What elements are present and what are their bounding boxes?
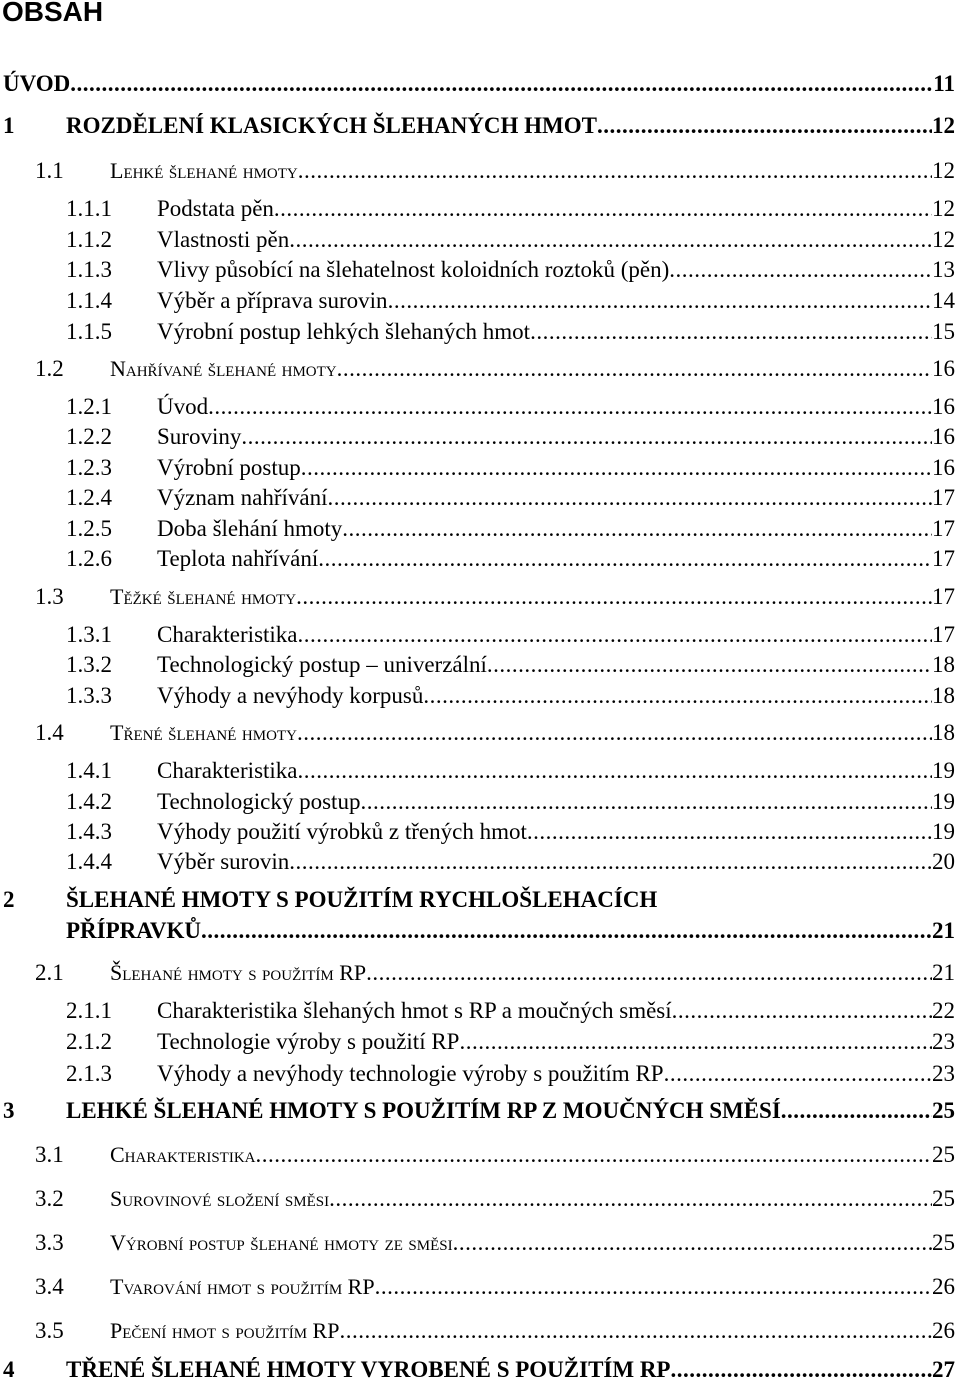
toc-label: Šlehané hmoty s použitím RP (110, 960, 367, 985)
toc-row (110, 1272, 955, 1302)
toc-page-number: 12 (932, 227, 955, 252)
toc-page-number: 25 (932, 1098, 955, 1123)
toc-entry-3-5[interactable] (0, 1316, 958, 1348)
toc-label: Těžké šlehané hmoty (110, 584, 297, 609)
toc-entry-1-4-3[interactable] (0, 817, 958, 849)
toc-number: 1.1 (35, 158, 64, 183)
toc-label: Výhody použití výrobků z třených hmot (157, 819, 527, 844)
toc-page-number: 20 (932, 849, 955, 874)
toc-leader-dots (453, 1228, 932, 1258)
toc-label: Nahřívané šlehané hmoty (110, 356, 337, 381)
toc-label: Vlivy působící na šlehatelnost koloidních roztoků (pěn) (157, 257, 670, 282)
toc-entry-3-3[interactable] (0, 1228, 958, 1260)
toc-number: 1.2.3 (66, 455, 112, 480)
toc-number: 1.4.3 (66, 819, 112, 844)
toc-row (157, 194, 955, 224)
toc-entry-1-4-4[interactable] (0, 847, 958, 879)
toc-number: 1.1.3 (66, 257, 112, 282)
toc-leader-dots (201, 916, 932, 946)
toc-page-number: 17 (932, 546, 955, 571)
toc-number: 1.2.6 (66, 546, 112, 571)
toc-entry-1-1-4[interactable] (0, 286, 958, 318)
toc-leader-dots (459, 1027, 932, 1057)
toc-number: 3.2 (35, 1186, 64, 1211)
toc-label: Tvarování hmot s použitím RP (110, 1274, 375, 1299)
toc-label: Vlastnosti pěn (157, 227, 290, 252)
toc-page-number: 25 (932, 1230, 955, 1255)
toc-leader-dots (360, 787, 932, 817)
toc-leader-dots (366, 958, 932, 988)
toc-number: 1.3 (35, 584, 64, 609)
toc-leader-dots (289, 225, 932, 255)
toc-number: 1.2 (35, 356, 64, 381)
toc-label: Výhody a nevýhody technologie výroby s použitím RP (157, 1061, 664, 1086)
toc-entry-3-1[interactable] (0, 1140, 958, 1172)
toc-number: 3.3 (35, 1230, 64, 1255)
toc-leader-dots (328, 483, 932, 513)
toc-label: Lehké šlehané hmoty (110, 158, 298, 183)
toc-label: Výběr surovin (157, 849, 290, 874)
toc-row (157, 847, 955, 877)
toc-row (157, 255, 955, 285)
toc-leader-dots (530, 317, 932, 347)
toc-label: Charakteristika (157, 622, 298, 647)
toc-entry-chapter-4[interactable] (0, 1355, 958, 1387)
toc-number: 3.1 (35, 1142, 64, 1167)
toc-leader-dots (296, 582, 932, 612)
toc-number: 1.4.1 (66, 758, 112, 783)
toc-entry-1-2[interactable] (0, 354, 958, 386)
toc-number: 1.1.5 (66, 319, 112, 344)
toc-page-number: 23 (932, 1029, 955, 1054)
toc-leader-dots (256, 1140, 933, 1170)
toc-row (157, 453, 955, 483)
toc-row (157, 286, 955, 316)
toc-leader-dots (241, 422, 932, 452)
toc-leader-dots (301, 453, 932, 483)
toc-page-number: 25 (932, 1186, 955, 1211)
toc-page-number: 12 (932, 113, 955, 138)
toc-label: LEHKÉ ŠLEHANÉ HMOTY S POUŽITÍM RP Z MOUČNÝCH SMĚSÍ (66, 1098, 781, 1123)
toc-page-number: 17 (932, 516, 955, 541)
toc-row (157, 392, 955, 422)
toc-row (110, 1140, 955, 1170)
toc-label: Charakteristika šlehaných hmot s RP a moučných směsí (157, 998, 672, 1023)
toc-entry-1-3-3[interactable] (0, 681, 958, 713)
toc-page-number: 23 (932, 1061, 955, 1086)
toc-label: Technologický postup – univerzální (157, 652, 487, 677)
toc-label: Výrobní postup lehkých šlehaných hmot (157, 319, 531, 344)
toc-number: 3 (3, 1098, 15, 1123)
toc-page-number: 22 (932, 998, 955, 1023)
toc-number: 1.3.1 (66, 622, 112, 647)
toc-row (110, 1316, 955, 1346)
toc-entry-chapter-2[interactable] (0, 885, 958, 949)
toc-label: ROZDĚLENÍ KLASICKÝCH ŠLEHANÝCH HMOT (66, 113, 597, 138)
toc-row (66, 1355, 955, 1385)
toc-label: Výrobní postup (157, 455, 301, 480)
toc-number: 1.3.2 (66, 652, 112, 677)
toc-leader-dots (672, 996, 932, 1026)
toc-entry-1-1-5[interactable] (0, 317, 958, 349)
toc-label: Technologie výroby s použití RP (157, 1029, 460, 1054)
toc-leader-dots (289, 847, 932, 877)
toc-number: 1.1.1 (66, 196, 112, 221)
toc-leader-dots (669, 255, 932, 285)
toc-number: 1.4.2 (66, 789, 112, 814)
toc-entry-2-1-1[interactable] (0, 996, 958, 1028)
toc-row (157, 1059, 955, 1089)
toc-entry-1-2-3[interactable] (0, 453, 958, 485)
toc-number: 1.2.5 (66, 516, 112, 541)
toc-label: Doba šlehání hmoty (157, 516, 343, 541)
toc-entry-1-4[interactable] (0, 718, 958, 750)
toc-number: 3.5 (35, 1318, 64, 1343)
toc-leader-dots (781, 1096, 932, 1126)
toc-leader-dots (342, 514, 932, 544)
toc-label: Výběr a příprava surovin (157, 288, 388, 313)
toc-entry-1-2-5[interactable] (0, 514, 958, 546)
toc-page-number: 27 (932, 1357, 955, 1382)
toc-leader-dots (297, 718, 932, 748)
toc-page-number: 11 (933, 71, 955, 96)
toc-row (110, 354, 955, 384)
toc-number: 1 (3, 113, 15, 138)
toc-label: TŘENÉ ŠLEHANÉ HMOTY VYROBENÉ S POUŽITÍM RP (66, 1357, 671, 1382)
toc-leader-dots (375, 1272, 932, 1302)
toc-entry-1-1[interactable] (0, 156, 958, 188)
toc-row (157, 817, 955, 847)
toc-number: 4 (3, 1357, 15, 1382)
toc-row (110, 1184, 955, 1214)
toc-row (157, 996, 955, 1026)
toc-page-number: 16 (932, 424, 955, 449)
toc-number: 2.1.1 (66, 998, 112, 1023)
toc-entry-1-4-2[interactable] (0, 787, 958, 819)
toc-row (157, 1027, 955, 1057)
toc-entry-2-1[interactable] (0, 958, 958, 990)
toc-entry-1-3[interactable] (0, 582, 958, 614)
toc-page-number: 14 (932, 288, 955, 313)
toc-leader-dots (487, 650, 932, 680)
toc-row (110, 582, 955, 612)
toc-row (157, 756, 955, 786)
toc-label: Podstata pěn (157, 196, 274, 221)
toc-page-number: 17 (932, 584, 955, 609)
toc-number: 1.1.4 (66, 288, 112, 313)
toc-leader-dots (527, 817, 932, 847)
toc-page-number: 16 (932, 356, 955, 381)
toc-number: 1.2.4 (66, 485, 112, 510)
toc-row (157, 650, 955, 680)
toc-number: 1.1.2 (66, 227, 112, 252)
toc-entry-1-4-1[interactable] (0, 756, 958, 788)
toc-label: Třené šlehané hmoty (110, 720, 297, 745)
toc-leader-dots (337, 354, 932, 384)
toc-row (157, 483, 955, 513)
toc-label: PŘÍPRAVKŮ (66, 918, 202, 943)
toc-label: Charakteristika (110, 1142, 256, 1167)
toc-row (157, 514, 955, 544)
toc-number: 2.1 (35, 960, 64, 985)
toc-leader-dots (388, 286, 932, 316)
toc-label: Výrobní postup šlehané hmoty ze směsi (110, 1230, 453, 1255)
toc-leader-dots (423, 681, 932, 711)
toc-entry-1-1-2[interactable] (0, 225, 958, 257)
toc-label-line1: ŠLEHANÉ HMOTY S POUŽITÍM RYCHLOŠLEHACÍCH (66, 887, 658, 912)
toc-page-number: 19 (932, 819, 955, 844)
toc-leader-dots (339, 1316, 932, 1346)
toc-leader-dots (298, 156, 932, 186)
toc-number: 3.4 (35, 1274, 64, 1299)
toc-page-number: 21 (932, 960, 955, 985)
toc-page-number: 15 (932, 319, 955, 344)
toc-page-number: 26 (932, 1274, 955, 1299)
toc-label: Pečení hmot s použitím RP (110, 1318, 340, 1343)
toc-label: Teplota nahřívání (157, 546, 319, 571)
toc-leader-dots (298, 756, 932, 786)
toc-row (110, 1228, 955, 1258)
toc-page-number: 16 (932, 394, 955, 419)
toc-page-number: 19 (932, 758, 955, 783)
toc-row (110, 718, 955, 748)
toc-leader-dots (329, 1184, 932, 1214)
toc-leader-dots (597, 111, 932, 141)
toc-entry-chapter-3[interactable] (0, 1096, 958, 1128)
toc-number: 1.3.3 (66, 683, 112, 708)
toc-page-number: 12 (932, 158, 955, 183)
toc-number: 1.4.4 (66, 849, 112, 874)
toc-entry-2-1-2[interactable] (0, 1027, 958, 1059)
toc-entry-3-2[interactable] (0, 1184, 958, 1216)
toc-label: Surovinové složení směsi (110, 1186, 330, 1211)
toc-entry-1-2-6[interactable] (0, 544, 958, 576)
toc-page-number: 18 (932, 652, 955, 677)
toc-number: 1.2.1 (66, 394, 112, 419)
toc-row (157, 225, 955, 255)
toc-page-number: 12 (932, 196, 955, 221)
toc-label: ÚVOD (3, 71, 71, 96)
toc-entry-1-2-1[interactable] (0, 392, 958, 424)
toc-row (110, 958, 955, 988)
toc-label: Výhody a nevýhody korpusů (157, 683, 424, 708)
toc-row (157, 544, 955, 574)
toc-number: 2.1.3 (66, 1061, 112, 1086)
toc-leader-dots (274, 194, 932, 224)
toc-row (66, 111, 955, 141)
toc-row (66, 916, 955, 946)
toc-label: Suroviny (157, 424, 242, 449)
toc-label: Technologický postup (157, 789, 361, 814)
toc-page-number: 17 (932, 622, 955, 647)
toc-entry-1-2-4[interactable] (0, 483, 958, 515)
toc-row (157, 620, 955, 650)
toc-leader-dots (70, 69, 933, 99)
toc-row (157, 317, 955, 347)
toc-label: Úvod (157, 394, 209, 419)
toc-page-number: 18 (932, 683, 955, 708)
toc-entry-1-1-3[interactable] (0, 255, 958, 287)
toc-row (66, 1096, 955, 1126)
toc-entry-uvod[interactable] (0, 69, 958, 101)
toc-entry-chapter-1[interactable] (0, 111, 958, 143)
toc-row (157, 787, 955, 817)
toc-number: 2 (3, 887, 15, 912)
toc-leader-dots (664, 1059, 932, 1089)
toc-page-number: 18 (932, 720, 955, 745)
toc-page-number: 25 (932, 1142, 955, 1167)
toc-page-number: 26 (932, 1318, 955, 1343)
toc-number: 1.4 (35, 720, 64, 745)
toc-entry-1-2-2[interactable] (0, 422, 958, 454)
toc-entry-2-1-3[interactable] (0, 1059, 958, 1091)
toc-row (3, 69, 955, 99)
toc-page-number: 17 (932, 485, 955, 510)
toc-leader-dots (670, 1355, 932, 1385)
toc-number: 1.2.2 (66, 424, 112, 449)
toc-page-number: 19 (932, 789, 955, 814)
toc-leader-dots (298, 620, 932, 650)
toc-number: 2.1.2 (66, 1029, 112, 1054)
toc-row (157, 422, 955, 452)
toc-page-number: 13 (932, 257, 955, 282)
toc-row (157, 681, 955, 711)
toc-page-number: 21 (932, 918, 955, 943)
toc-page-number: 16 (932, 455, 955, 480)
toc-entry-1-3-2[interactable] (0, 650, 958, 682)
toc-label: Význam nahřívání (157, 485, 328, 510)
toc-leader-dots (318, 544, 932, 574)
toc-title: OBSAH (2, 0, 104, 27)
toc-entry-3-4[interactable] (0, 1272, 958, 1304)
toc-entry-1-1-1[interactable] (0, 194, 958, 226)
toc-leader-dots (208, 392, 932, 422)
toc-label: Charakteristika (157, 758, 298, 783)
toc-entry-1-3-1[interactable] (0, 620, 958, 652)
toc-row (110, 156, 955, 186)
